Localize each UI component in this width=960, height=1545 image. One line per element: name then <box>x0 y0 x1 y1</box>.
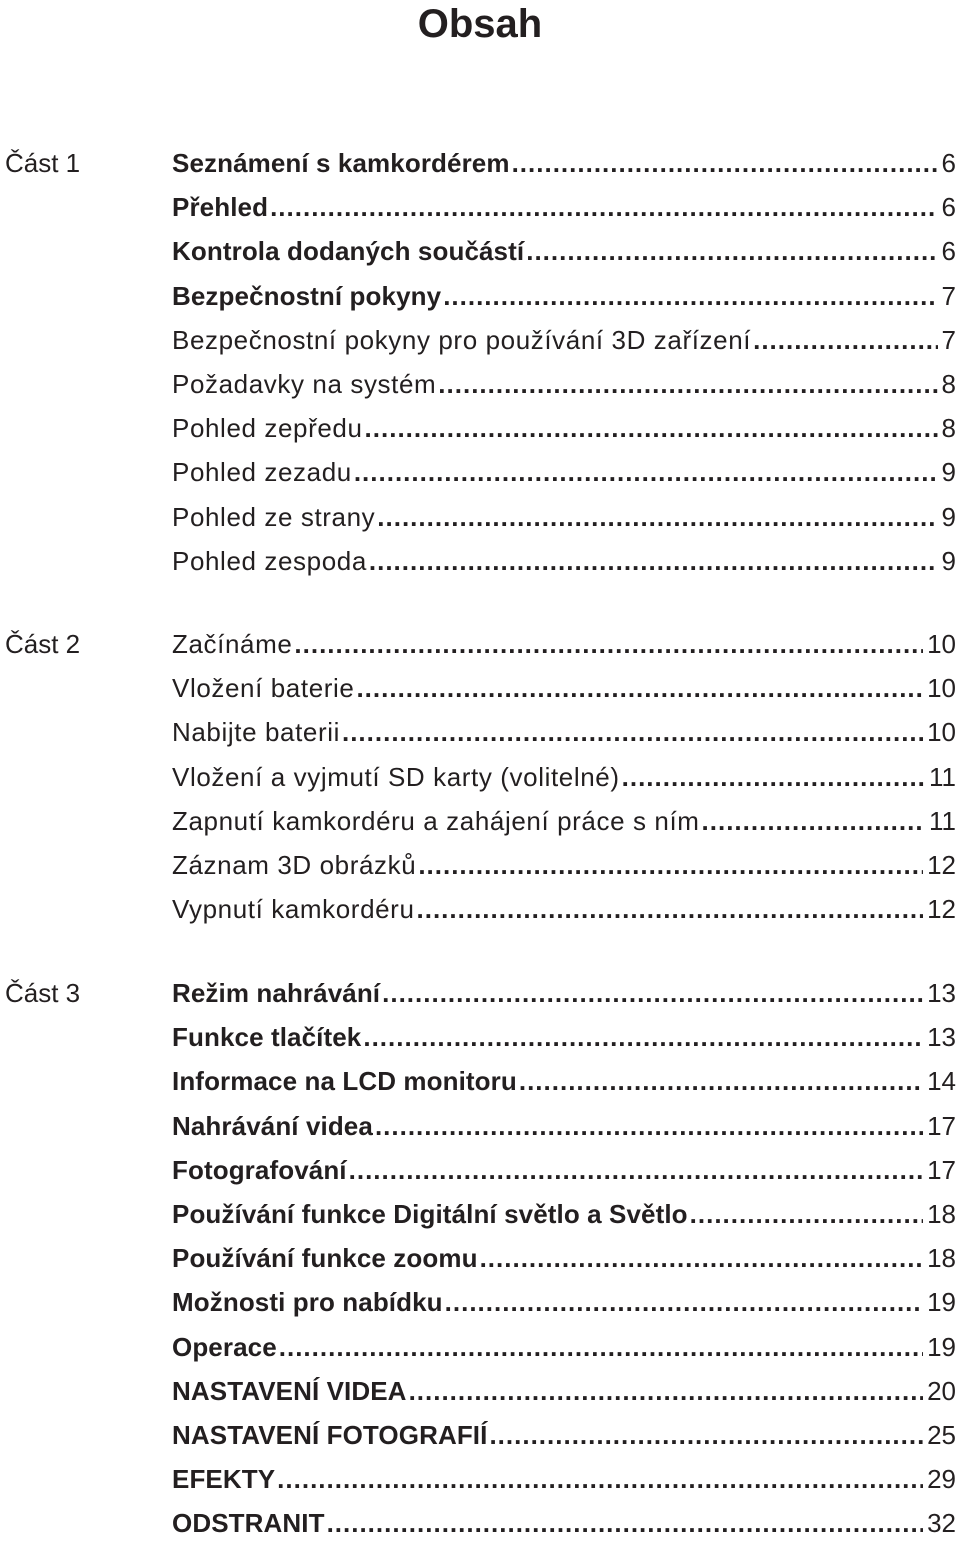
toc-entry[interactable] <box>172 406 956 450</box>
toc-entry[interactable] <box>172 1059 956 1103</box>
toc-entry-page: 10 <box>927 629 956 659</box>
toc-entry-title: ODSTRANIT <box>172 1508 325 1539</box>
toc-dot-leader <box>443 274 937 318</box>
toc-entry-page: 10 <box>927 717 956 748</box>
toc-entry[interactable] <box>172 755 956 799</box>
toc-dot-leader <box>327 1501 924 1545</box>
toc-entries <box>172 141 956 583</box>
toc-entry-page: 13 <box>927 1022 956 1053</box>
toc-entry-title: Fotografování <box>172 1154 347 1185</box>
toc-dot-leader <box>365 406 938 450</box>
toc-entry[interactable] <box>172 229 956 273</box>
section-label: Část 3 <box>5 978 81 1008</box>
toc-entry-title: Pohled zepředu <box>172 413 363 444</box>
toc-dot-leader <box>354 450 938 494</box>
toc-entry-title: Bezpečnostní pokyny pro používání 3D zařízení <box>172 324 752 355</box>
toc-entry-page: 7 <box>941 324 956 355</box>
toc-entry[interactable] <box>172 1369 956 1413</box>
toc-entry-page: 25 <box>927 1419 956 1450</box>
toc-entry-title: NASTAVENÍ VIDEA <box>172 1375 407 1406</box>
toc-dot-leader <box>438 362 937 406</box>
toc-dot-leader <box>418 843 923 887</box>
toc-entry[interactable] <box>172 362 956 406</box>
toc-entry[interactable] <box>172 1325 956 1369</box>
toc-entry[interactable] <box>172 1104 956 1148</box>
toc-entry-title: Pohled zespoda <box>172 545 367 576</box>
toc-entry-title: Vypnutí kamkordéru <box>172 894 415 925</box>
toc-entry-title: Vložení a vyjmutí SD karty (volitelné) <box>172 761 620 792</box>
toc-entry-page: 12 <box>927 894 956 925</box>
toc-entry-page: 9 <box>941 457 956 488</box>
toc-entry[interactable] <box>172 799 956 843</box>
toc-entry-title: Seznámení s kamkordérem <box>172 148 510 178</box>
toc-entry[interactable] <box>172 1148 956 1192</box>
toc-dot-leader <box>702 799 925 843</box>
toc-entry-page: 19 <box>927 1331 956 1362</box>
toc-entry[interactable] <box>172 274 956 318</box>
toc-entry[interactable] <box>172 141 956 185</box>
toc-entry[interactable] <box>172 1457 956 1501</box>
toc-entry-title: Pohled ze strany <box>172 501 376 532</box>
toc-dot-leader <box>342 710 923 754</box>
toc-entry-page: 7 <box>941 280 956 311</box>
toc-entry[interactable] <box>172 539 956 583</box>
toc-entry-title: Operace <box>172 1331 277 1362</box>
toc-entry-page: 6 <box>941 192 956 223</box>
toc-dot-leader <box>356 666 923 710</box>
toc-entry-title: Možnosti pro nabídku <box>172 1287 443 1318</box>
toc-entry[interactable] <box>172 710 956 754</box>
toc-dot-leader <box>369 539 938 583</box>
toc-dot-leader <box>526 229 937 273</box>
toc-dot-leader <box>409 1369 924 1413</box>
toc-entry-page: 6 <box>941 236 956 267</box>
toc-entry[interactable] <box>172 1192 956 1236</box>
toc-entry-page: 18 <box>927 1198 956 1229</box>
toc-entry-title: EFEKTY <box>172 1464 276 1495</box>
toc-dot-leader <box>349 1148 923 1192</box>
toc-entry-title: Záznam 3D obrázků <box>172 849 417 880</box>
toc-entry[interactable] <box>172 887 956 931</box>
section-label: Část 1 <box>5 148 81 178</box>
toc-entry-title: NASTAVENÍ FOTOGRAFIÍ <box>172 1419 488 1450</box>
toc-dot-leader <box>277 1457 923 1501</box>
toc-entry-title: Nahrávání videa <box>172 1110 373 1141</box>
toc-entry-page: 6 <box>941 148 956 178</box>
toc-dot-leader <box>270 185 937 229</box>
toc-entries <box>172 971 956 1545</box>
toc-entry[interactable] <box>172 318 956 362</box>
toc-entry[interactable] <box>172 971 956 1015</box>
toc-entry-page: 32 <box>927 1508 956 1539</box>
toc-entry[interactable] <box>172 495 956 539</box>
toc-dot-leader <box>294 622 923 666</box>
toc-dot-leader <box>489 1413 923 1457</box>
toc-entry-title: Začínáme <box>172 629 293 659</box>
toc-entry[interactable] <box>172 185 956 229</box>
toc-dot-leader <box>512 141 938 185</box>
toc-entry-page: 9 <box>941 545 956 576</box>
toc-entry[interactable] <box>172 843 956 887</box>
toc-entry-page: 9 <box>941 501 956 532</box>
toc-dot-leader <box>622 755 925 799</box>
toc-entry-page: 18 <box>927 1243 956 1274</box>
toc-entry-title: Nabijte baterii <box>172 717 340 748</box>
toc-entry-page: 14 <box>927 1066 956 1097</box>
toc-dot-leader <box>690 1192 923 1236</box>
toc-entry-page: 8 <box>941 413 956 444</box>
toc-entry-page: 8 <box>941 368 956 399</box>
toc-entry-page: 20 <box>927 1375 956 1406</box>
toc-dot-leader <box>417 887 924 931</box>
toc-entry-title: Používání funkce Digitální světlo a Světlo <box>172 1198 688 1229</box>
toc-entry-page: 13 <box>927 978 956 1008</box>
toc-entry[interactable] <box>172 1236 956 1280</box>
toc-entry-title: Zapnutí kamkordéru a zahájení práce s ním <box>172 805 700 836</box>
toc-entry-page: 19 <box>927 1287 956 1318</box>
toc-dot-leader <box>753 318 937 362</box>
toc-entry-title: Přehled <box>172 192 269 223</box>
toc-entry-title: Požadavky na systém <box>172 368 437 399</box>
section-label: Část 2 <box>5 629 81 659</box>
toc-entries <box>172 622 956 931</box>
toc-entry-page: 11 <box>929 761 956 792</box>
toc-entry-page: 10 <box>927 673 956 704</box>
toc-entry[interactable] <box>172 1280 956 1324</box>
page-title: Obsah <box>417 2 543 46</box>
toc-entry-title: Funkce tlačítek <box>172 1022 362 1053</box>
toc-entry-page: 17 <box>927 1154 956 1185</box>
toc-entry[interactable] <box>172 1015 956 1059</box>
toc-entry-title: Bezpečnostní pokyny <box>172 280 442 311</box>
toc-entry-title: Používání funkce zoomu <box>172 1243 478 1274</box>
toc-entry[interactable] <box>172 666 956 710</box>
toc-dot-leader <box>363 1015 923 1059</box>
toc-entry[interactable] <box>172 1501 956 1545</box>
toc-entry-page: 11 <box>929 805 956 836</box>
toc-entry[interactable] <box>172 450 956 494</box>
toc-entry-title: Informace na LCD monitoru <box>172 1066 517 1097</box>
toc-entry-title: Režim nahrávání <box>172 978 381 1008</box>
toc-entry-title: Pohled zezadu <box>172 457 352 488</box>
toc-dot-leader <box>279 1325 923 1369</box>
toc-entry-page: 29 <box>927 1464 956 1495</box>
toc-entry-page: 17 <box>927 1110 956 1141</box>
toc-entry-title: Kontrola dodaných součástí <box>172 236 525 267</box>
toc-entry[interactable] <box>172 1413 956 1457</box>
toc-dot-leader <box>375 1104 923 1148</box>
toc-dot-leader <box>377 495 937 539</box>
toc-dot-leader <box>519 1059 923 1103</box>
toc-dot-leader <box>480 1236 924 1280</box>
toc-dot-leader <box>382 971 923 1015</box>
toc-entry[interactable] <box>172 622 956 666</box>
toc-entry-page: 12 <box>927 849 956 880</box>
toc-dot-leader <box>445 1280 923 1324</box>
toc-entry-title: Vložení baterie <box>172 673 355 704</box>
